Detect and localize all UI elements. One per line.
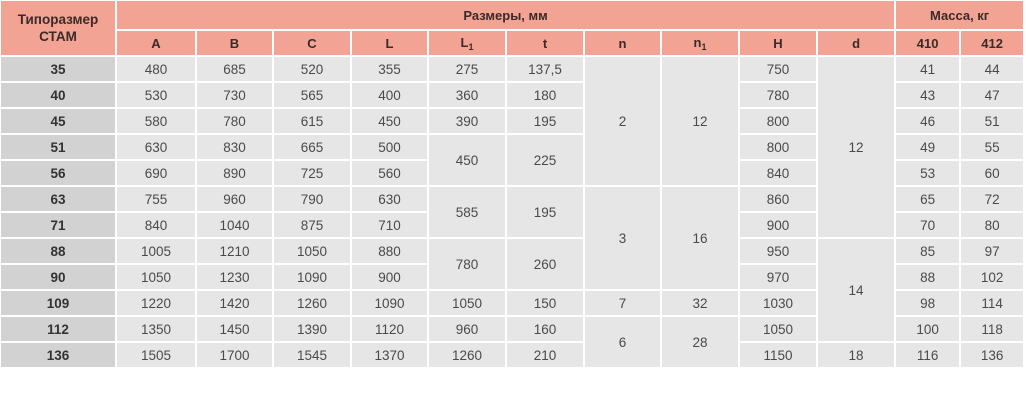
table-row [1,239,1025,265]
mass-412-cell: 118 [961,317,1025,343]
col-412-header: 412 [961,31,1025,57]
t-cell: 195 [507,109,585,135]
h-cell: 800 [740,135,818,161]
size-cell: 63 [1,187,117,213]
l-cell: 880 [352,239,429,265]
a-cell: 1350 [117,317,197,343]
l-cell: 1370 [352,343,429,369]
col-n1-header [662,31,740,57]
col-n-header: n [585,31,662,57]
t-cell: 137,5 [507,57,585,83]
mass-410-cell: 98 [896,291,961,317]
col-l1-sub: 1 [468,41,474,52]
size-cell: 40 [1,83,117,109]
col-n1-sub: 1 [701,41,707,52]
size-cell: 88 [1,239,117,265]
mass-412-cell: 102 [961,265,1025,291]
b-cell: 830 [197,135,274,161]
n1-cell: 32 [662,291,740,317]
b-cell: 1420 [197,291,274,317]
mass-header: Масса, кг [896,1,1025,31]
mass-410-cell: 41 [896,57,961,83]
c-cell: 790 [274,187,352,213]
mass-412-cell: 47 [961,83,1025,109]
l-cell: 355 [352,57,429,83]
mass-410-cell: 43 [896,83,961,109]
col-t-header: t [507,31,585,57]
t-cell: 210 [507,343,585,369]
l1-cell: 780 [429,239,507,291]
a-cell: 530 [117,83,197,109]
t-cell: 160 [507,317,585,343]
mass-412-cell: 51 [961,109,1025,135]
n-cell: 6 [585,317,662,369]
c-cell: 565 [274,83,352,109]
c-cell: 1260 [274,291,352,317]
d-cell: 12 [818,57,896,239]
l1-cell: 390 [429,109,507,135]
b-cell: 780 [197,109,274,135]
l1-cell: 585 [429,187,507,239]
mass-412-cell: 97 [961,239,1025,265]
mass-412-cell: 136 [961,343,1025,369]
table-row [1,343,1025,369]
l-cell: 900 [352,265,429,291]
n1-cell: 16 [662,187,740,291]
b-cell: 960 [197,187,274,213]
size-cell: 112 [1,317,117,343]
l-cell: 500 [352,135,429,161]
col-c-header: C [274,31,352,57]
size-cell: 56 [1,161,117,187]
mass-410-cell: 70 [896,213,961,239]
mass-410-cell: 100 [896,317,961,343]
mass-410-cell: 53 [896,161,961,187]
size-cell: 136 [1,343,117,369]
l1-cell: 960 [429,317,507,343]
b-cell: 890 [197,161,274,187]
a-cell: 755 [117,187,197,213]
mass-410-cell: 65 [896,187,961,213]
l1-cell: 1260 [429,343,507,369]
c-cell: 1090 [274,265,352,291]
l-cell: 400 [352,83,429,109]
mass-412-cell: 72 [961,187,1025,213]
b-cell: 1040 [197,213,274,239]
size-cell: 51 [1,135,117,161]
c-cell: 725 [274,161,352,187]
n-cell: 3 [585,187,662,291]
h-cell: 860 [740,187,818,213]
h-cell: 750 [740,57,818,83]
h-cell: 900 [740,213,818,239]
mass-410-cell: 116 [896,343,961,369]
l1-cell: 360 [429,83,507,109]
a-cell: 690 [117,161,197,187]
size-cell: 109 [1,291,117,317]
mass-412-cell: 44 [961,57,1025,83]
col-l1-main: L [460,34,469,50]
mass-410-cell: 46 [896,109,961,135]
col-b-header: B [197,31,274,57]
c-cell: 665 [274,135,352,161]
dimensions-header: Размеры, мм [117,1,896,31]
c-cell: 1390 [274,317,352,343]
h-cell: 800 [740,109,818,135]
b-cell: 730 [197,83,274,109]
d-cell: 18 [818,343,896,369]
h-cell: 1150 [740,343,818,369]
specs-table [1,1,1025,369]
n-cell: 2 [585,57,662,187]
a-cell: 840 [117,213,197,239]
c-cell: 1545 [274,343,352,369]
type-header: Типоразмер СТАМ [1,1,117,57]
l-cell: 630 [352,187,429,213]
a-cell: 630 [117,135,197,161]
size-cell: 35 [1,57,117,83]
n1-cell: 12 [662,57,740,187]
b-cell: 1450 [197,317,274,343]
col-l-header: L [352,31,429,57]
a-cell: 1505 [117,343,197,369]
t-cell: 150 [507,291,585,317]
col-h-header: H [740,31,818,57]
a-cell: 580 [117,109,197,135]
col-410-header: 410 [896,31,961,57]
h-cell: 950 [740,239,818,265]
t-cell: 225 [507,135,585,187]
b-cell: 685 [197,57,274,83]
a-cell: 480 [117,57,197,83]
col-l1-header [429,31,507,57]
mass-410-cell: 49 [896,135,961,161]
col-n1-main: n [693,34,702,50]
l-cell: 1090 [352,291,429,317]
mass-412-cell: 55 [961,135,1025,161]
a-cell: 1005 [117,239,197,265]
a-cell: 1050 [117,265,197,291]
l1-cell: 450 [429,135,507,187]
h-cell: 840 [740,161,818,187]
l-cell: 710 [352,213,429,239]
b-cell: 1210 [197,239,274,265]
col-a-header: A [117,31,197,57]
t-cell: 260 [507,239,585,291]
l-cell: 1120 [352,317,429,343]
c-cell: 1050 [274,239,352,265]
h-cell: 780 [740,83,818,109]
l-cell: 560 [352,161,429,187]
size-cell: 71 [1,213,117,239]
size-cell: 45 [1,109,117,135]
c-cell: 520 [274,57,352,83]
d-cell: 14 [818,239,896,343]
c-cell: 615 [274,109,352,135]
t-cell: 180 [507,83,585,109]
mass-412-cell: 60 [961,161,1025,187]
c-cell: 875 [274,213,352,239]
mass-412-cell: 114 [961,291,1025,317]
mass-412-cell: 80 [961,213,1025,239]
size-cell: 90 [1,265,117,291]
b-cell: 1230 [197,265,274,291]
mass-410-cell: 88 [896,265,961,291]
h-cell: 970 [740,265,818,291]
col-d-header: d [818,31,896,57]
a-cell: 1220 [117,291,197,317]
mass-410-cell: 85 [896,239,961,265]
h-cell: 1050 [740,317,818,343]
h-cell: 1030 [740,291,818,317]
n1-cell: 28 [662,317,740,369]
b-cell: 1700 [197,343,274,369]
n-cell: 7 [585,291,662,317]
t-cell: 195 [507,187,585,239]
l1-cell: 275 [429,57,507,83]
l-cell: 450 [352,109,429,135]
l1-cell: 1050 [429,291,507,317]
table-row [1,57,1025,83]
